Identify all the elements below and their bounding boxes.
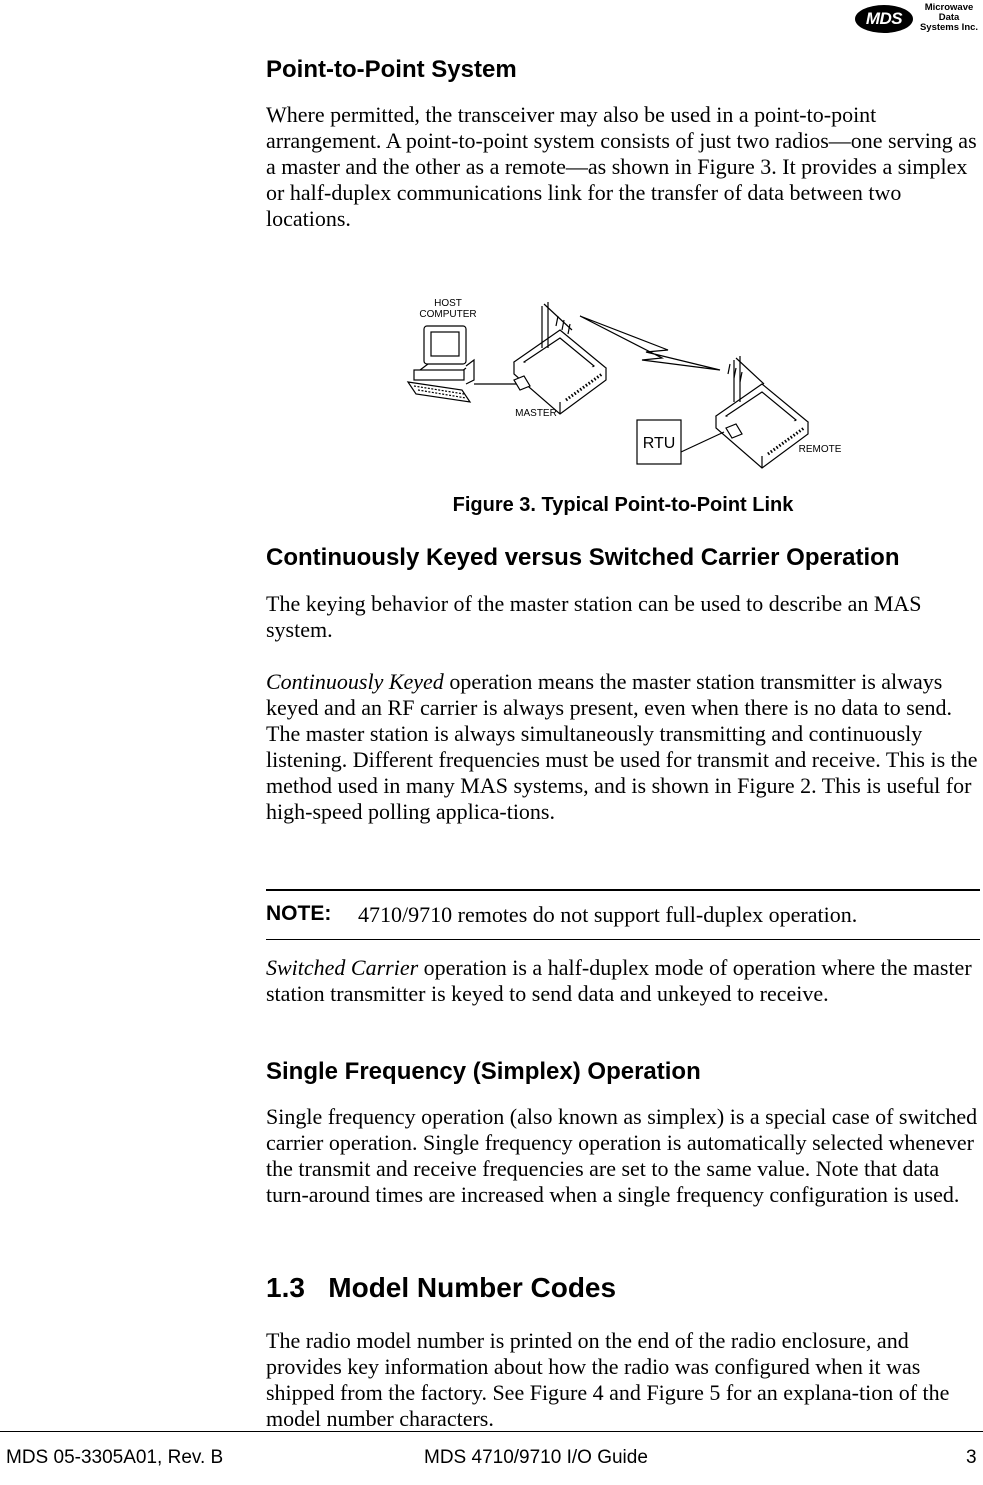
footer-guide-title: MDS 4710/9710 I/O Guide [424, 1447, 648, 1468]
note-text: 4710/9710 remotes do not support full-duplex operation. [358, 902, 858, 927]
company-logo [855, 2, 983, 34]
keyed-definition [266, 669, 980, 825]
section-heading: Point-to-Point System [266, 56, 517, 83]
section-single-frequency [266, 1058, 980, 1086]
chapter-heading: 1.3 Model Number Codes [266, 1272, 617, 1303]
section-keyed [266, 544, 980, 572]
term-switched-carrier: Switched Carrier [266, 955, 419, 980]
paragraph [266, 669, 980, 825]
switched-definition [266, 955, 980, 1007]
section-point-to-point-body [266, 102, 980, 232]
paragraph-text: operation means the master station transmitter is always keyed and an RF carrier is always present, even when there is no data to send. The master station is always simultaneously transmitting and continuously listening. Different frequencies must be used for transmit and receive. This is the method used in many MAS systems, and is shown in Figure 2. This is useful for high-speed polling applica-tions. [266, 669, 978, 824]
section-model-number-codes [266, 1272, 980, 1304]
rtu-cable [681, 432, 724, 452]
logo-line-2: Data [938, 12, 960, 23]
label-master: MASTER [515, 408, 557, 419]
section-point-to-point [266, 56, 980, 84]
section-heading: Continuously Keyed versus Switched Carrier Operation [266, 544, 900, 571]
model-number-body [266, 1328, 980, 1432]
paragraph: Where permitted, the transceiver may also be used in a point-to-point arrangement. A point-to-point system consists of just two radios—one serving as a master and the other as a remote—as shown in Figure 3. It provides a simplex or half-duplex communications link for the transfer of data between two locations. [266, 102, 977, 231]
label-host: HOST [434, 298, 462, 309]
paragraph-text: operation is a half-duplex mode of operation where the master station transmitter is keyed to send data and unkeyed to receive. [266, 955, 972, 1006]
logo-line-3: Systems Inc. [919, 22, 979, 33]
label-computer: COMPUTER [419, 309, 477, 320]
figure-caption: Figure 3. Typical Point-to-Point Link [452, 494, 794, 516]
paragraph [266, 955, 980, 1007]
master-radio-icon [514, 330, 606, 414]
paragraph: Single frequency operation (also known as simplex) is a special case of switched carrier operation. Single frequency operation is automatically selected whenever the transmit and receive frequencies are set to the same value. Note that data turn-around times are increased when a single frequency configuration is used. [266, 1104, 978, 1207]
radio-link-bolt-icon [580, 316, 720, 370]
computer-icon [408, 326, 474, 402]
logo-line-1: Microwave [924, 2, 974, 13]
note-box [266, 889, 980, 940]
footer-page-number: 3 [966, 1447, 977, 1468]
remote-radio-icon [716, 384, 808, 468]
figure-diagram [400, 290, 860, 480]
keyed-intro [266, 591, 980, 643]
label-remote: REMOTE [798, 444, 842, 455]
footer-doc-number: MDS 05-3305A01, Rev. B [6, 1447, 224, 1468]
logo-mark: MDS [855, 5, 913, 33]
term-continuously-keyed: Continuously Keyed [266, 669, 444, 694]
page-footer [0, 1431, 983, 1485]
note-label: NOTE: [266, 902, 332, 925]
paragraph: The keying behavior of the master station can be used to describe an MAS system. [266, 591, 922, 642]
section-heading: Single Frequency (Simplex) Operation [266, 1058, 701, 1085]
single-frequency-body [266, 1104, 980, 1208]
figure-point-to-point-link [400, 290, 860, 480]
paragraph: The radio model number is printed on the end of the radio enclosure, and provides key information about how the radio was configured when it was shipped from the factory. See Figure 4 and Figure 5 for an explana-tion of the model number characters. [266, 1328, 950, 1431]
logo-text [915, 3, 983, 33]
label-rtu: RTU [642, 435, 676, 452]
